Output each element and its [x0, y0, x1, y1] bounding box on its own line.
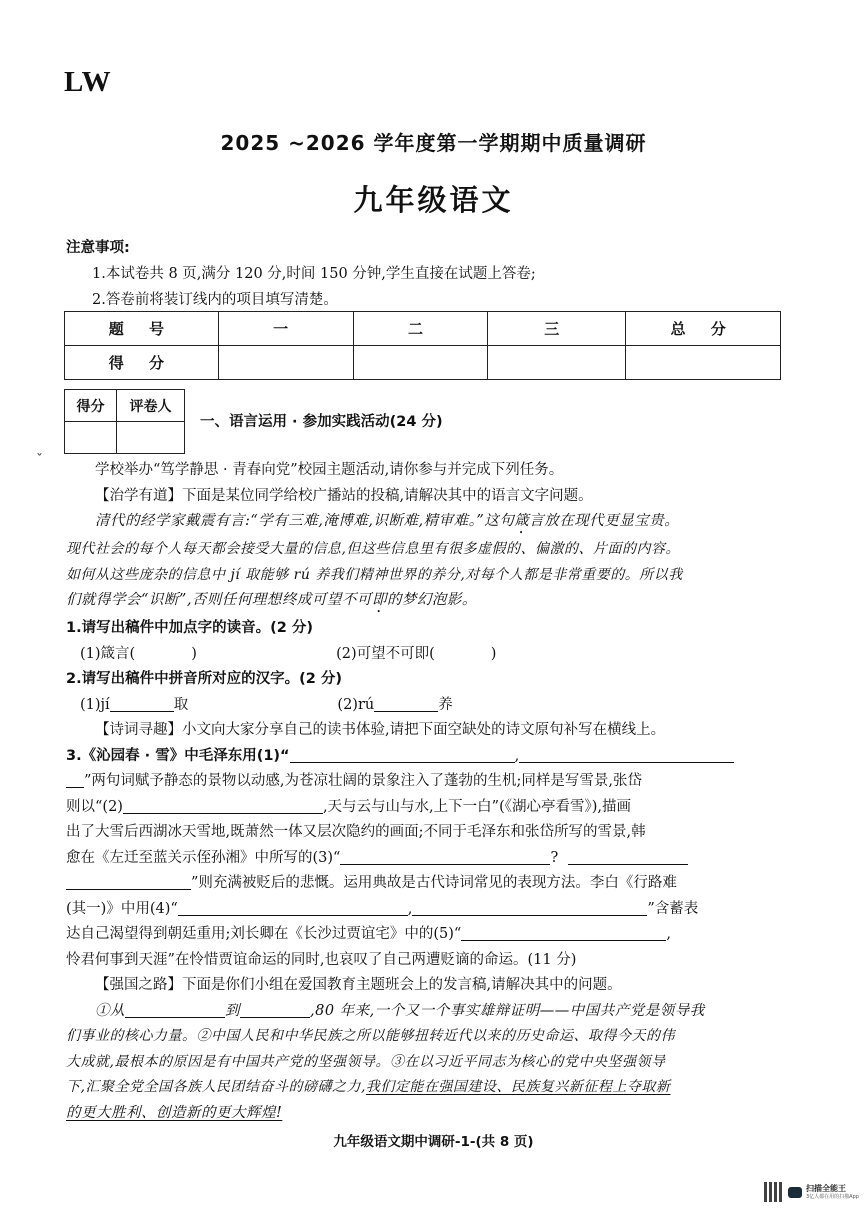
answer-blank[interactable]	[290, 747, 515, 763]
speech-line: 下,汇聚全党全国各族人民团结奋斗的磅礴之力,我们定能在强国建设、民族复兴新征程上夺取新	[66, 1079, 671, 1095]
score-table-score-row	[65, 346, 781, 380]
question-3-line: 出了大雪后西湖冰天雪地,既萧然一体又层次隐约的画面;不同于毛泽东和张岱所写的雪景,韩	[66, 824, 646, 840]
score-input-cell[interactable]	[353, 346, 488, 380]
question-body	[66, 458, 786, 1126]
score-cell: 二	[353, 312, 488, 346]
speech-line: ①从 到 ,80 年来,一个又一个事实雄辩证明——中国共产党是领导我	[95, 1002, 705, 1019]
grader-score-label: 得分	[65, 390, 117, 422]
grader-table	[64, 389, 185, 454]
answer-blank[interactable]	[66, 772, 84, 788]
question-3-line: 怜君何事到天涯”在怜惜贾谊命运的同时,也哀叹了自己两遭贬谪的命运。(11 分)	[66, 951, 577, 968]
scanner-logo-icon	[788, 1187, 802, 1198]
question-1-answers: (1)箴言( ) (2)可望不可即( )	[80, 645, 497, 662]
score-input-cell[interactable]	[488, 346, 626, 380]
margin-mark: ˇ	[36, 452, 43, 468]
passage-line: 如何从这些庞杂的信息中 jí 取能够 rú 养我们精神世界的养分,对每个人都是非常重要的。所以我	[66, 566, 683, 583]
score-cell: 题 号	[65, 312, 219, 346]
question-3-line: 达自己渴望得到朝廷重用;刘长卿在《长沙过贾谊宅》中的(5)“ ,	[66, 926, 671, 942]
answer-blank[interactable]	[412, 900, 647, 916]
notice-heading: 注意事项:	[66, 240, 130, 256]
score-cell: 得 分	[65, 346, 219, 380]
speech-line: 们事业的核心力量。②中国人民和中华民族之所以能够扭转近代以来的历史命运、取得今天的伟	[66, 1028, 675, 1044]
grader-name-cell[interactable]	[117, 422, 185, 454]
answer-blank[interactable]	[461, 925, 666, 941]
answer-blank[interactable]	[123, 798, 323, 814]
passage-line: 们就得学会“识断”,否则任何理想终成可望不可即的梦幻泡影。	[66, 592, 477, 608]
score-input-cell[interactable]	[626, 346, 781, 380]
intro-text: 学校举办“笃学静思 · 青春向党”校园主题活动,请你参与并完成下列任务。	[95, 462, 564, 478]
grader-name-label: 评卷人	[117, 390, 185, 422]
scanner-watermark	[764, 1182, 859, 1202]
answer-blank[interactable]	[125, 1002, 225, 1018]
scanner-name: 扫描全能王	[806, 1184, 846, 1193]
notice-item: 1.本试卷共 8 页,满分 120 分,时间 150 分钟,学生直接在试题上答卷;	[92, 266, 536, 282]
answer-blank[interactable]	[66, 874, 191, 890]
question-3-line: 则以“(2) ,天与云与山与水,上下一白”(《湖心亭看雪》),描画	[66, 798, 632, 815]
underlined-sentence: 的更大胜利、创造新的更大辉煌!	[66, 1104, 283, 1121]
answer-blank[interactable]	[340, 849, 550, 865]
section-title: 一、语言运用 · 参加实践活动(24 分)	[200, 414, 443, 430]
underlined-sentence: 我们定能在强国建设、民族复兴新征程上夺取新	[365, 1079, 671, 1095]
answer-blank[interactable]	[178, 900, 408, 916]
question-2-answers: (1)jí 取 (2)rú 养	[80, 696, 453, 713]
qr-code-icon	[764, 1182, 784, 1202]
answer-blank[interactable]	[374, 696, 438, 712]
dotted-char: 箴	[514, 513, 530, 529]
score-cell: 一	[218, 312, 353, 346]
question-3-line: ”两句词赋予静态的景物以动感,为苍凉壮阔的景象注入了蓬勃的生机;同样是写雪景,张岱	[66, 769, 786, 795]
notice-block	[66, 235, 536, 313]
question-3-line: ”则充满被贬后的悲慨。运用典故是古代诗词常见的表现方法。李白《行路难	[66, 871, 786, 897]
question-3-line: 3.《沁园春 · 雪》中毛泽东用(1)“ ,	[66, 744, 786, 770]
passage-line: 现代社会的每个人每天都会接受大量的信息,但这些信息里有很多虚假的、偏激的、片面的内容。	[66, 541, 680, 557]
score-input-cell[interactable]	[218, 346, 353, 380]
question-2: 2.请写出稿件中拼音所对应的汉字。(2 分)	[66, 671, 342, 687]
subject-title: 九年级语文	[353, 183, 514, 217]
answer-blank[interactable]	[240, 1002, 310, 1018]
score-cell: 三	[488, 312, 626, 346]
score-cell: 总 分	[626, 312, 781, 346]
grader-score-cell[interactable]	[65, 422, 117, 454]
score-table-header-row	[65, 312, 781, 346]
answer-blank[interactable]	[110, 696, 174, 712]
scanner-tagline: 3亿人都在用的扫描App	[806, 1194, 859, 1200]
dotted-char: 即	[371, 592, 387, 608]
task-heading: 【治学有道】下面是某位同学给校广播站的投稿,请解决其中的语言文字问题。	[95, 487, 593, 504]
question-3-line: (其一)》中用(4)“ , ”含蓄表	[66, 900, 699, 917]
speech-line: 大成就,最根本的原因是有中国共产党的坚强领导。③在以习近平同志为核心的党中央坚强领导	[66, 1053, 666, 1070]
answer-blank[interactable]	[568, 849, 688, 865]
answer-blank[interactable]	[519, 747, 734, 763]
passage-line: 清代的经学家戴震有言:“学有三难,淹博难,识断难,精审难。”这句箴言放在现代更显宝贵。	[95, 513, 680, 529]
score-table	[64, 311, 781, 380]
task-heading: 【诗词寻趣】小文向大家分享自己的读书体验,请把下面空缺处的诗文原句补写在横线上。	[95, 722, 666, 738]
exam-title: 2025 ~2026 学年度第一学期期中质量调研	[220, 131, 647, 155]
task-heading: 【强国之路】下面是你们小组在爱国教育主题班会上的发言稿,请解决其中的问题。	[95, 977, 622, 993]
paper-code: LW	[64, 66, 112, 98]
page-footer: 九年级语文期中调研-1-(共 8 页)	[333, 1134, 534, 1150]
question-3-line: 愈在《左迁至蓝关示侄孙湘》中所写的(3)“ ?	[66, 846, 786, 872]
question-1: 1.请写出稿件中加点字的读音。(2 分)	[66, 620, 313, 636]
notice-item: 2.答卷前将装订线内的项目填写清楚。	[92, 292, 338, 308]
